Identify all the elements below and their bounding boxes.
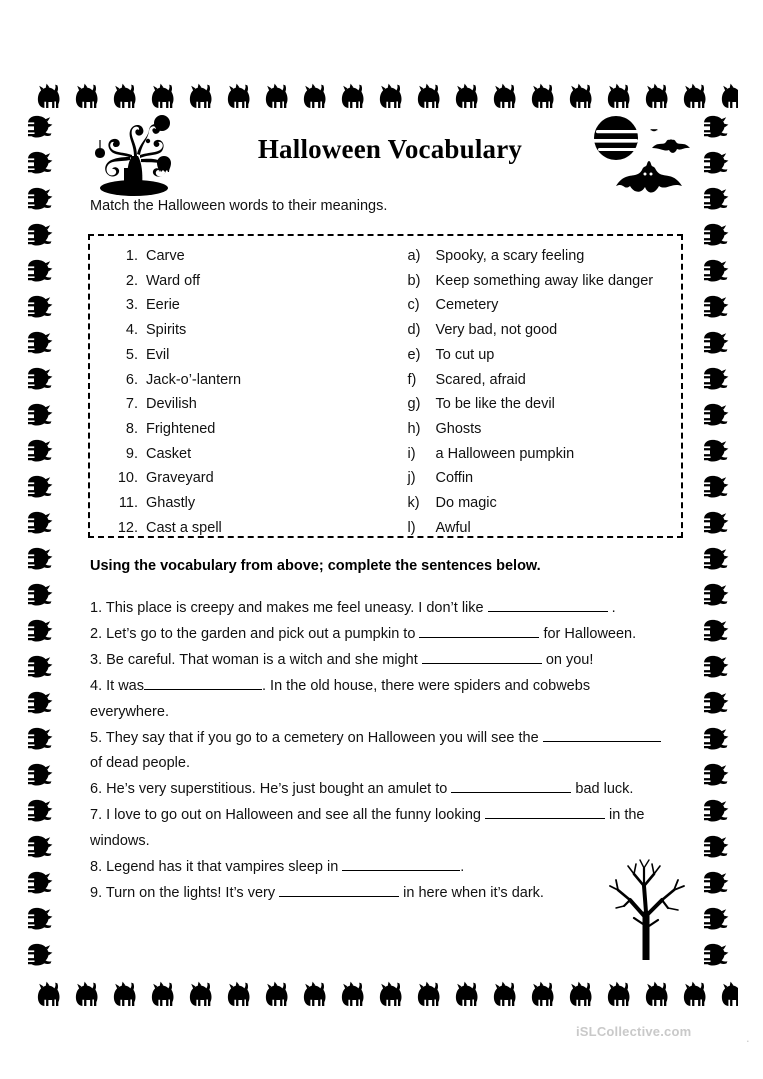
sentence-text: 2. Let’s go to the garden and pick out a pumpkin to xyxy=(90,626,420,642)
black-cat-icon xyxy=(102,74,140,112)
black-cat-icon xyxy=(140,74,178,112)
black-cat-icon xyxy=(254,972,292,1010)
meanings-column xyxy=(384,244,682,536)
black-cat-icon xyxy=(178,74,216,112)
sentence-text: on you! xyxy=(541,652,594,668)
border-left xyxy=(24,104,64,980)
sentence-text: for Halloween. xyxy=(539,626,637,642)
word-number: 8. xyxy=(125,420,138,437)
black-cat-icon xyxy=(700,860,738,896)
black-cat-icon xyxy=(24,788,62,824)
meaning-letter: e) xyxy=(407,346,421,363)
meaning-text: Ghosts xyxy=(435,420,482,437)
answer-blank[interactable] xyxy=(144,675,262,690)
black-cat-icon xyxy=(700,176,738,212)
sentence-text: 5. They say that if you go to a cemetery on Halloween you will see the xyxy=(90,729,543,746)
black-cat-icon xyxy=(482,74,520,112)
black-cat-icon xyxy=(700,932,738,968)
match-item[interactable] xyxy=(408,343,682,368)
sentence-text: . In the old house, there were spiders and cobwebs everywhere. xyxy=(90,678,591,720)
black-cat-icon xyxy=(24,500,62,536)
black-cat-icon xyxy=(700,500,738,536)
word-number: 6. xyxy=(125,371,138,388)
match-item[interactable] xyxy=(408,417,682,442)
black-cat-icon xyxy=(24,824,62,860)
sentence-item xyxy=(90,803,670,854)
word-number: 2. xyxy=(125,272,138,289)
black-cat-icon xyxy=(24,860,62,896)
answer-blank[interactable] xyxy=(422,649,542,664)
black-cat-icon xyxy=(700,824,738,860)
black-cat-icon xyxy=(24,284,62,320)
black-cat-icon xyxy=(368,972,406,1010)
match-item[interactable] xyxy=(408,368,682,393)
black-cat-icon xyxy=(520,74,558,112)
black-cat-icon xyxy=(700,464,738,500)
match-item[interactable] xyxy=(110,392,384,417)
black-cat-icon xyxy=(24,428,62,464)
black-cat-icon xyxy=(700,608,738,644)
match-item[interactable] xyxy=(408,466,682,491)
black-cat-icon xyxy=(520,972,558,1010)
black-cat-icon xyxy=(700,644,738,680)
sentence-text: 9. Turn on the lights! It’s very xyxy=(90,884,280,901)
sentence-text: . xyxy=(607,600,616,616)
black-cat-icon xyxy=(216,74,254,112)
black-cat-icon xyxy=(24,752,62,788)
sentence-item xyxy=(90,726,670,777)
meaning-letter: g) xyxy=(407,396,421,413)
black-cat-icon xyxy=(700,788,738,824)
moon-and-bats-icon xyxy=(586,108,702,200)
black-cat-icon xyxy=(444,74,482,112)
word-number: 9. xyxy=(125,445,138,462)
meaning-text: To be like the devil xyxy=(435,396,555,413)
answer-blank[interactable] xyxy=(342,856,460,871)
black-cat-icon xyxy=(634,972,672,1010)
header xyxy=(88,108,688,200)
black-cat-icon xyxy=(24,536,62,572)
black-cat-icon xyxy=(102,972,140,1010)
sentence-completion-list xyxy=(90,596,670,907)
sentence-item xyxy=(90,881,670,907)
sentence-text: 8. Legend has it that vampires sleep in xyxy=(90,858,343,875)
black-cat-icon xyxy=(24,464,62,500)
vocabulary-word: Frightened xyxy=(146,420,216,437)
footer-dot: . xyxy=(746,1030,750,1045)
meaning-text: Awful xyxy=(435,519,471,536)
meaning-letter: k) xyxy=(407,495,420,512)
meaning-text: Spooky, a scary feeling xyxy=(435,248,585,264)
black-cat-icon xyxy=(700,140,738,176)
black-cat-icon xyxy=(444,972,482,1010)
black-cat-icon xyxy=(700,356,738,392)
black-cat-icon xyxy=(292,972,330,1010)
match-item[interactable] xyxy=(110,491,384,516)
vocabulary-word: Eerie xyxy=(146,297,180,314)
match-item[interactable] xyxy=(408,293,682,318)
vocabulary-word: Carve xyxy=(146,248,185,264)
border-bottom xyxy=(26,972,738,1010)
meaning-letter: c) xyxy=(407,297,420,314)
match-item[interactable] xyxy=(408,318,682,343)
black-cat-icon xyxy=(24,104,62,140)
black-cat-icon xyxy=(24,140,62,176)
black-cat-icon xyxy=(24,392,62,428)
match-item[interactable] xyxy=(408,516,682,541)
sentence-item xyxy=(90,777,670,803)
vocabulary-word: Jack-o’-lantern xyxy=(146,371,242,388)
match-item[interactable] xyxy=(110,516,384,541)
black-cat-icon xyxy=(700,320,738,356)
black-cat-icon xyxy=(24,680,62,716)
match-item[interactable] xyxy=(408,442,682,467)
border-right xyxy=(700,104,740,980)
black-cat-icon xyxy=(406,972,444,1010)
sentence-text: of dead people. xyxy=(90,755,190,771)
meaning-letter: b) xyxy=(407,272,421,289)
section-heading: Using the vocabulary from above; complete the sentences below. xyxy=(90,558,541,574)
black-cat-icon xyxy=(64,972,102,1010)
word-number: 3. xyxy=(125,297,138,314)
footer-watermark: iSLCollective.com xyxy=(576,1024,692,1039)
match-item[interactable] xyxy=(408,244,682,269)
meaning-text: Cemetery xyxy=(435,297,499,314)
black-cat-icon xyxy=(24,644,62,680)
word-number: 11. xyxy=(118,495,138,512)
black-cat-icon xyxy=(700,284,738,320)
vocabulary-word: Casket xyxy=(146,445,192,462)
page-title: Halloween Vocabulary xyxy=(257,134,523,164)
match-item[interactable] xyxy=(110,318,384,343)
answer-blank[interactable] xyxy=(419,623,539,638)
word-number: 10. xyxy=(117,470,138,487)
match-item[interactable] xyxy=(110,244,384,269)
meaning-letter: a) xyxy=(407,248,421,264)
instruction-text: Match the Halloween words to their meanings. xyxy=(90,198,388,214)
black-cat-icon xyxy=(406,74,444,112)
meaning-text: Very bad, not good xyxy=(435,322,558,339)
meaning-letter: i) xyxy=(407,445,416,462)
meaning-letter: h) xyxy=(407,420,421,437)
sentence-item xyxy=(90,855,670,881)
meaning-text: Keep something away like danger xyxy=(435,272,654,289)
meaning-text: a Halloween pumpkin xyxy=(435,445,575,462)
sentence-text: . xyxy=(460,858,465,875)
border-top xyxy=(26,74,738,112)
black-cat-icon xyxy=(24,932,62,968)
matching-exercise-box xyxy=(88,234,683,538)
match-item[interactable] xyxy=(110,293,384,318)
black-cat-icon xyxy=(558,74,596,112)
black-cat-icon xyxy=(596,74,634,112)
spooky-tree-icon xyxy=(88,110,180,198)
sentence-item xyxy=(90,596,670,622)
black-cat-icon xyxy=(24,176,62,212)
vocabulary-words-column xyxy=(90,244,384,536)
black-cat-icon xyxy=(254,74,292,112)
meaning-text: Coffin xyxy=(435,470,474,487)
black-cat-icon xyxy=(216,972,254,1010)
word-number: 12. xyxy=(117,519,138,536)
black-cat-icon xyxy=(24,716,62,752)
black-cat-icon xyxy=(24,896,62,932)
meaning-text: Scared, afraid xyxy=(435,371,526,388)
vocabulary-word: Evil xyxy=(146,346,170,363)
vocabulary-word: Cast a spell xyxy=(146,519,222,536)
black-cat-icon xyxy=(700,428,738,464)
meaning-text: Do magic xyxy=(435,495,497,512)
sentence-item xyxy=(90,622,670,648)
black-cat-icon xyxy=(368,74,406,112)
match-item[interactable] xyxy=(110,343,384,368)
sentence-text: in here when it’s dark. xyxy=(399,884,544,901)
vocabulary-word: Spirits xyxy=(146,322,187,339)
black-cat-icon xyxy=(596,972,634,1010)
black-cat-icon xyxy=(700,248,738,284)
black-cat-icon xyxy=(24,572,62,608)
meaning-text: To cut up xyxy=(435,346,495,363)
match-item[interactable] xyxy=(408,491,682,516)
black-cat-icon xyxy=(700,536,738,572)
vocabulary-word: Ghastly xyxy=(146,495,196,512)
meaning-letter: j) xyxy=(407,470,416,487)
word-number: 5. xyxy=(125,346,138,363)
meaning-letter: d) xyxy=(407,322,421,339)
black-cat-icon xyxy=(700,572,738,608)
match-item[interactable] xyxy=(408,269,682,294)
black-cat-icon xyxy=(558,972,596,1010)
meaning-letter: f) xyxy=(407,371,417,388)
black-cat-icon xyxy=(634,74,672,112)
black-cat-icon xyxy=(24,356,62,392)
sentence-text: bad luck. xyxy=(571,781,634,797)
answer-blank[interactable] xyxy=(485,804,605,819)
black-cat-icon xyxy=(330,972,368,1010)
black-cat-icon xyxy=(482,972,520,1010)
match-item[interactable] xyxy=(110,466,384,491)
match-item[interactable] xyxy=(110,368,384,393)
black-cat-icon xyxy=(700,896,738,932)
vocabulary-word: Ward off xyxy=(146,272,200,289)
sentence-text: 1. This place is creepy and makes me feel uneasy. I don’t like xyxy=(90,600,488,616)
answer-blank[interactable] xyxy=(279,882,399,897)
black-cat-icon xyxy=(178,972,216,1010)
black-cat-icon xyxy=(292,74,330,112)
meaning-letter: l) xyxy=(407,519,416,536)
black-cat-icon xyxy=(700,752,738,788)
black-cat-icon xyxy=(24,212,62,248)
word-number: 1. xyxy=(125,248,138,264)
black-cat-icon xyxy=(700,680,738,716)
answer-blank[interactable] xyxy=(451,778,571,793)
vocabulary-word: Graveyard xyxy=(146,470,214,487)
sentence-text: 4. It was xyxy=(90,678,144,694)
vocabulary-word: Devilish xyxy=(146,396,197,413)
black-cat-icon xyxy=(24,248,62,284)
black-cat-icon xyxy=(64,74,102,112)
black-cat-icon xyxy=(24,320,62,356)
sentence-text: in the windows. xyxy=(90,807,645,849)
black-cat-icon xyxy=(700,716,738,752)
match-item[interactable] xyxy=(110,269,384,294)
answer-blank[interactable] xyxy=(488,597,608,612)
black-cat-icon xyxy=(700,392,738,428)
black-cat-icon xyxy=(700,212,738,248)
black-cat-icon xyxy=(330,74,368,112)
match-item[interactable] xyxy=(408,392,682,417)
black-cat-icon xyxy=(140,972,178,1010)
match-item[interactable] xyxy=(110,417,384,442)
sentence-text: 3. Be careful. That woman is a witch and she might xyxy=(90,652,422,668)
sentence-text: 6. He’s very superstitious. He’s just bought an amulet to xyxy=(90,781,452,797)
word-number: 7. xyxy=(125,396,138,413)
bare-tree-icon xyxy=(600,856,696,960)
sentence-item xyxy=(90,674,670,725)
black-cat-icon xyxy=(700,104,738,140)
sentence-text: 7. I love to go out on Halloween and see all the funny looking xyxy=(90,807,485,823)
answer-blank[interactable] xyxy=(543,727,661,742)
match-item[interactable] xyxy=(110,442,384,467)
sentence-item xyxy=(90,648,670,674)
black-cat-icon xyxy=(24,608,62,644)
word-number: 4. xyxy=(125,322,138,339)
